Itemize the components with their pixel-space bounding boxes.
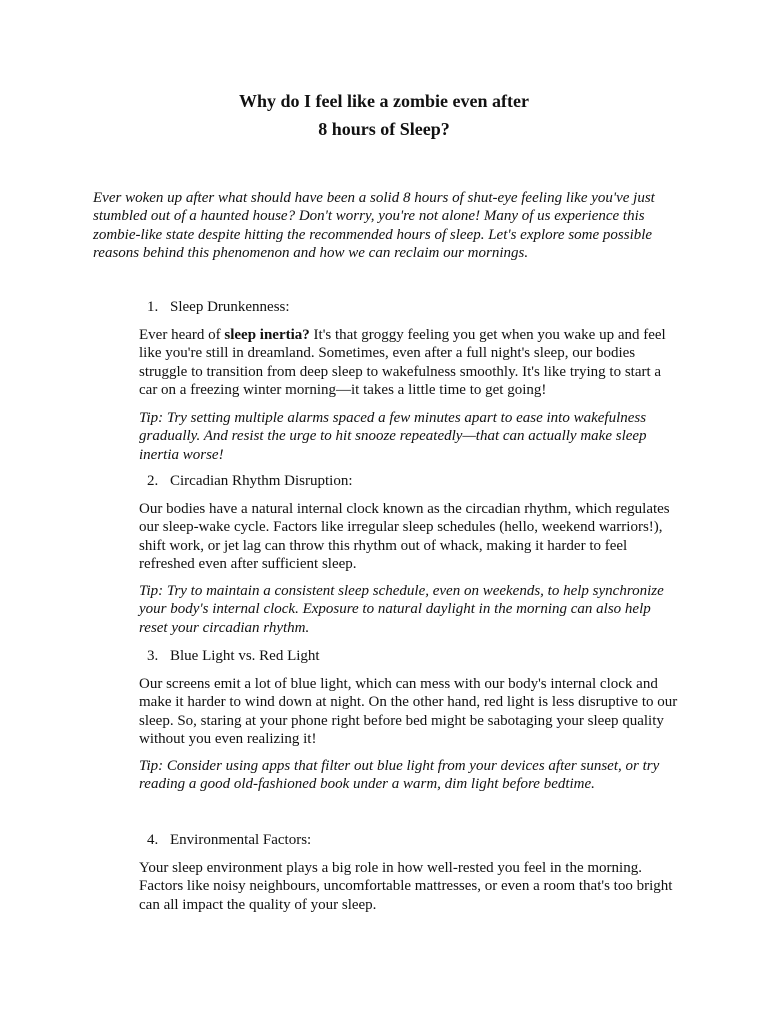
list-number: 1. (147, 299, 159, 315)
section-body-sleep-drunkenness: Ever heard of sleep inertia? It's that groggy feeling you get when you wake up and feel like you're still in dreamland. Sometimes, even after a full night's sleep, our bodies struggle to transition from deep sleep to wakefulness smoothly. It's like trying to start a car on a freezing winter morning—it takes a little time to get going! (139, 327, 666, 398)
section-heading-sleep-drunkenness (147, 298, 667, 316)
intro-paragraph: Ever woken up after what should have been a solid 8 hours of shut-eye feeling like you've just stumbled out of a haunted house? Don't worry, you're not alone! Many of us experience this zombie-like state despite hitting the recommended hours of sleep. Let's explore some possible reasons behind this phenomenon and how we can reclaim our mornings. (93, 190, 655, 261)
section-tip-blue-light: Tip: Consider using apps that filter out blue light from your devices after sunset, or try reading a good old-fashioned book under a warm, dim light before bedtime. (139, 758, 660, 793)
section-heading-environmental-factors (147, 831, 667, 849)
section-heading-circadian-rhythm (147, 472, 667, 490)
list-number: 2. (147, 473, 159, 489)
section-body-environmental-factors: Your sleep environment plays a big role in how well-rested you feel in the morning. Factors like noisy neighbours, uncomfortable mattresses, or even a room that's too bright can all impact the quality of your sleep. (139, 860, 673, 913)
section-tip-sleep-drunkenness: Tip: Try setting multiple alarms spaced a few minutes apart to ease into wakefulness gradually. And resist the urge to hit snooze repeatedly—that can actually make sleep inertia worse! (139, 410, 647, 463)
section-heading-text: Environmental Factors: (170, 832, 312, 848)
section-heading-text: Blue Light vs. Red Light (170, 648, 320, 664)
section-heading-text: Sleep Drunkenness: (170, 299, 290, 315)
section-heading-blue-light (147, 647, 667, 665)
title-line-1: Why do I feel like a zombie even after (239, 91, 529, 111)
title-line-2: 8 hours of Sleep? (318, 119, 450, 139)
page-title (0, 87, 768, 143)
section-tip-circadian-rhythm: Tip: Try to maintain a consistent sleep schedule, even on weekends, to help synchronize your body's internal clock. Exposure to natural daylight in the morning can also help reset your circadian rhythm. (139, 583, 664, 636)
section-body-circadian-rhythm: Our bodies have a natural internal clock known as the circadian rhythm, which regulates our sleep-wake cycle. Factors like irregular sleep schedules (hello, weekend warriors!), shift work, or jet lag can throw this rhythm out of whack, making it harder to feel refreshed even after sufficient sleep. (139, 501, 670, 572)
section-body-blue-light: Our screens emit a lot of blue light, which can mess with our body's internal clock and make it harder to wind down at night. On the other hand, red light is less disruptive to our sleep. So, staring at your phone right before bed might be sabotaging your sleep quality without you even realizing it! (139, 676, 678, 747)
list-number: 4. (147, 832, 159, 848)
section-heading-text: Circadian Rhythm Disruption: (170, 473, 353, 489)
bold-term-sleep-inertia: sleep inertia? (224, 327, 310, 343)
list-number: 3. (147, 648, 159, 664)
